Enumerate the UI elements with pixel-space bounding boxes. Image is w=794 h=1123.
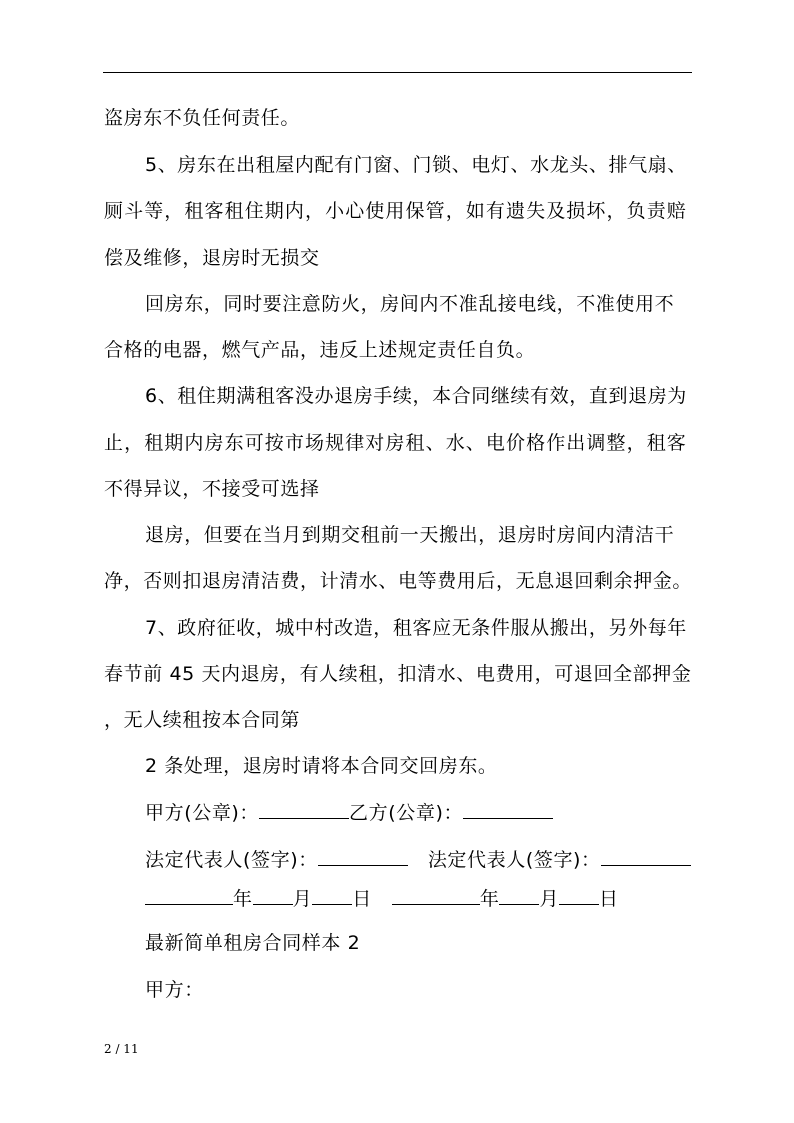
clause-7-line: ，无人续租按本合同第 <box>104 709 301 731</box>
legal-rep-row <box>145 847 691 872</box>
legal-rep-a-label: 法定代表人(签字)： <box>145 849 318 871</box>
party-b-seal-label: 乙方(公章)： <box>349 802 464 824</box>
clause-5-line: 5、房东在出租屋内配有门窗、门锁、电灯、水龙头、排气扇、 <box>145 154 687 176</box>
day-a-label: 日 <box>352 888 372 910</box>
year-b-label: 年 <box>479 888 500 910</box>
party-a-label: 甲方： <box>145 979 204 1001</box>
month-a-blank <box>253 886 293 905</box>
clause-7-line: 2 条处理，退房时请将本合同交回房东。 <box>145 755 498 777</box>
day-b-label: 日 <box>599 888 619 910</box>
day-a-blank <box>312 886 352 905</box>
clause-6-line: 6、租住期满租客没办退房手续，本合同继续有效，直到退房为 <box>145 385 687 407</box>
clause-5-line: 回房东，同时要注意防火，房间内不准乱接电线，不准使用不 <box>145 293 675 315</box>
clause-6-line: 不得异议，不接受可选择 <box>104 478 320 500</box>
clause-5-line: 合格的电器，燃气产品，违反上述规定责任自负。 <box>104 339 536 361</box>
month-b-label: 月 <box>539 888 560 910</box>
party-a-seal-blank <box>259 800 349 819</box>
month-a-label: 月 <box>292 888 313 910</box>
legal-rep-b-label: 法定代表人(签字)： <box>427 849 601 871</box>
legal-rep-a-blank <box>318 847 408 866</box>
month-b-blank <box>499 886 539 905</box>
seal-row <box>145 800 553 825</box>
header-rule <box>103 72 692 73</box>
clause-6-line: 止，租期内房东可按市场规律对房租、水、电价格作出调整，租客 <box>104 432 687 454</box>
section-title: 最新简单租房合同样本 2 <box>145 932 361 954</box>
clause-5-line: 偿及维修，退房时无损交 <box>104 247 320 269</box>
legal-rep-b-blank <box>601 847 691 866</box>
clause-6-line: 退房，但要在当月到期交租前一天搬出，退房时房间内清洁干 <box>145 524 675 546</box>
party-b-seal-blank <box>463 800 553 819</box>
year-b-blank <box>392 886 480 905</box>
year-a-label: 年 <box>233 888 253 910</box>
day-b-blank <box>559 886 599 905</box>
clause-6-line: 净，否则扣退房清洁费，计清水、电等费用后，无息退回剩余押金。 <box>104 570 693 592</box>
clause-5-line: 厕斗等，租客租住期内，小心使用保管，如有遗失及损坏，负责赔 <box>104 200 687 222</box>
clause-7-line: 7、政府征收，城中村改造，租客应无条件服从搬出，另外每年 <box>145 617 687 639</box>
year-a-blank <box>145 886 233 905</box>
paragraph-line: 盗房东不负任何责任。 <box>104 107 301 129</box>
date-row <box>145 886 619 911</box>
page-number: 2 / 11 <box>104 1042 139 1056</box>
party-a-seal-label: 甲方(公章)： <box>145 802 260 824</box>
clause-7-line: 春节前 45 天内退房，有人续租，扣清水、电费用，可退回全部押金 <box>104 663 692 685</box>
